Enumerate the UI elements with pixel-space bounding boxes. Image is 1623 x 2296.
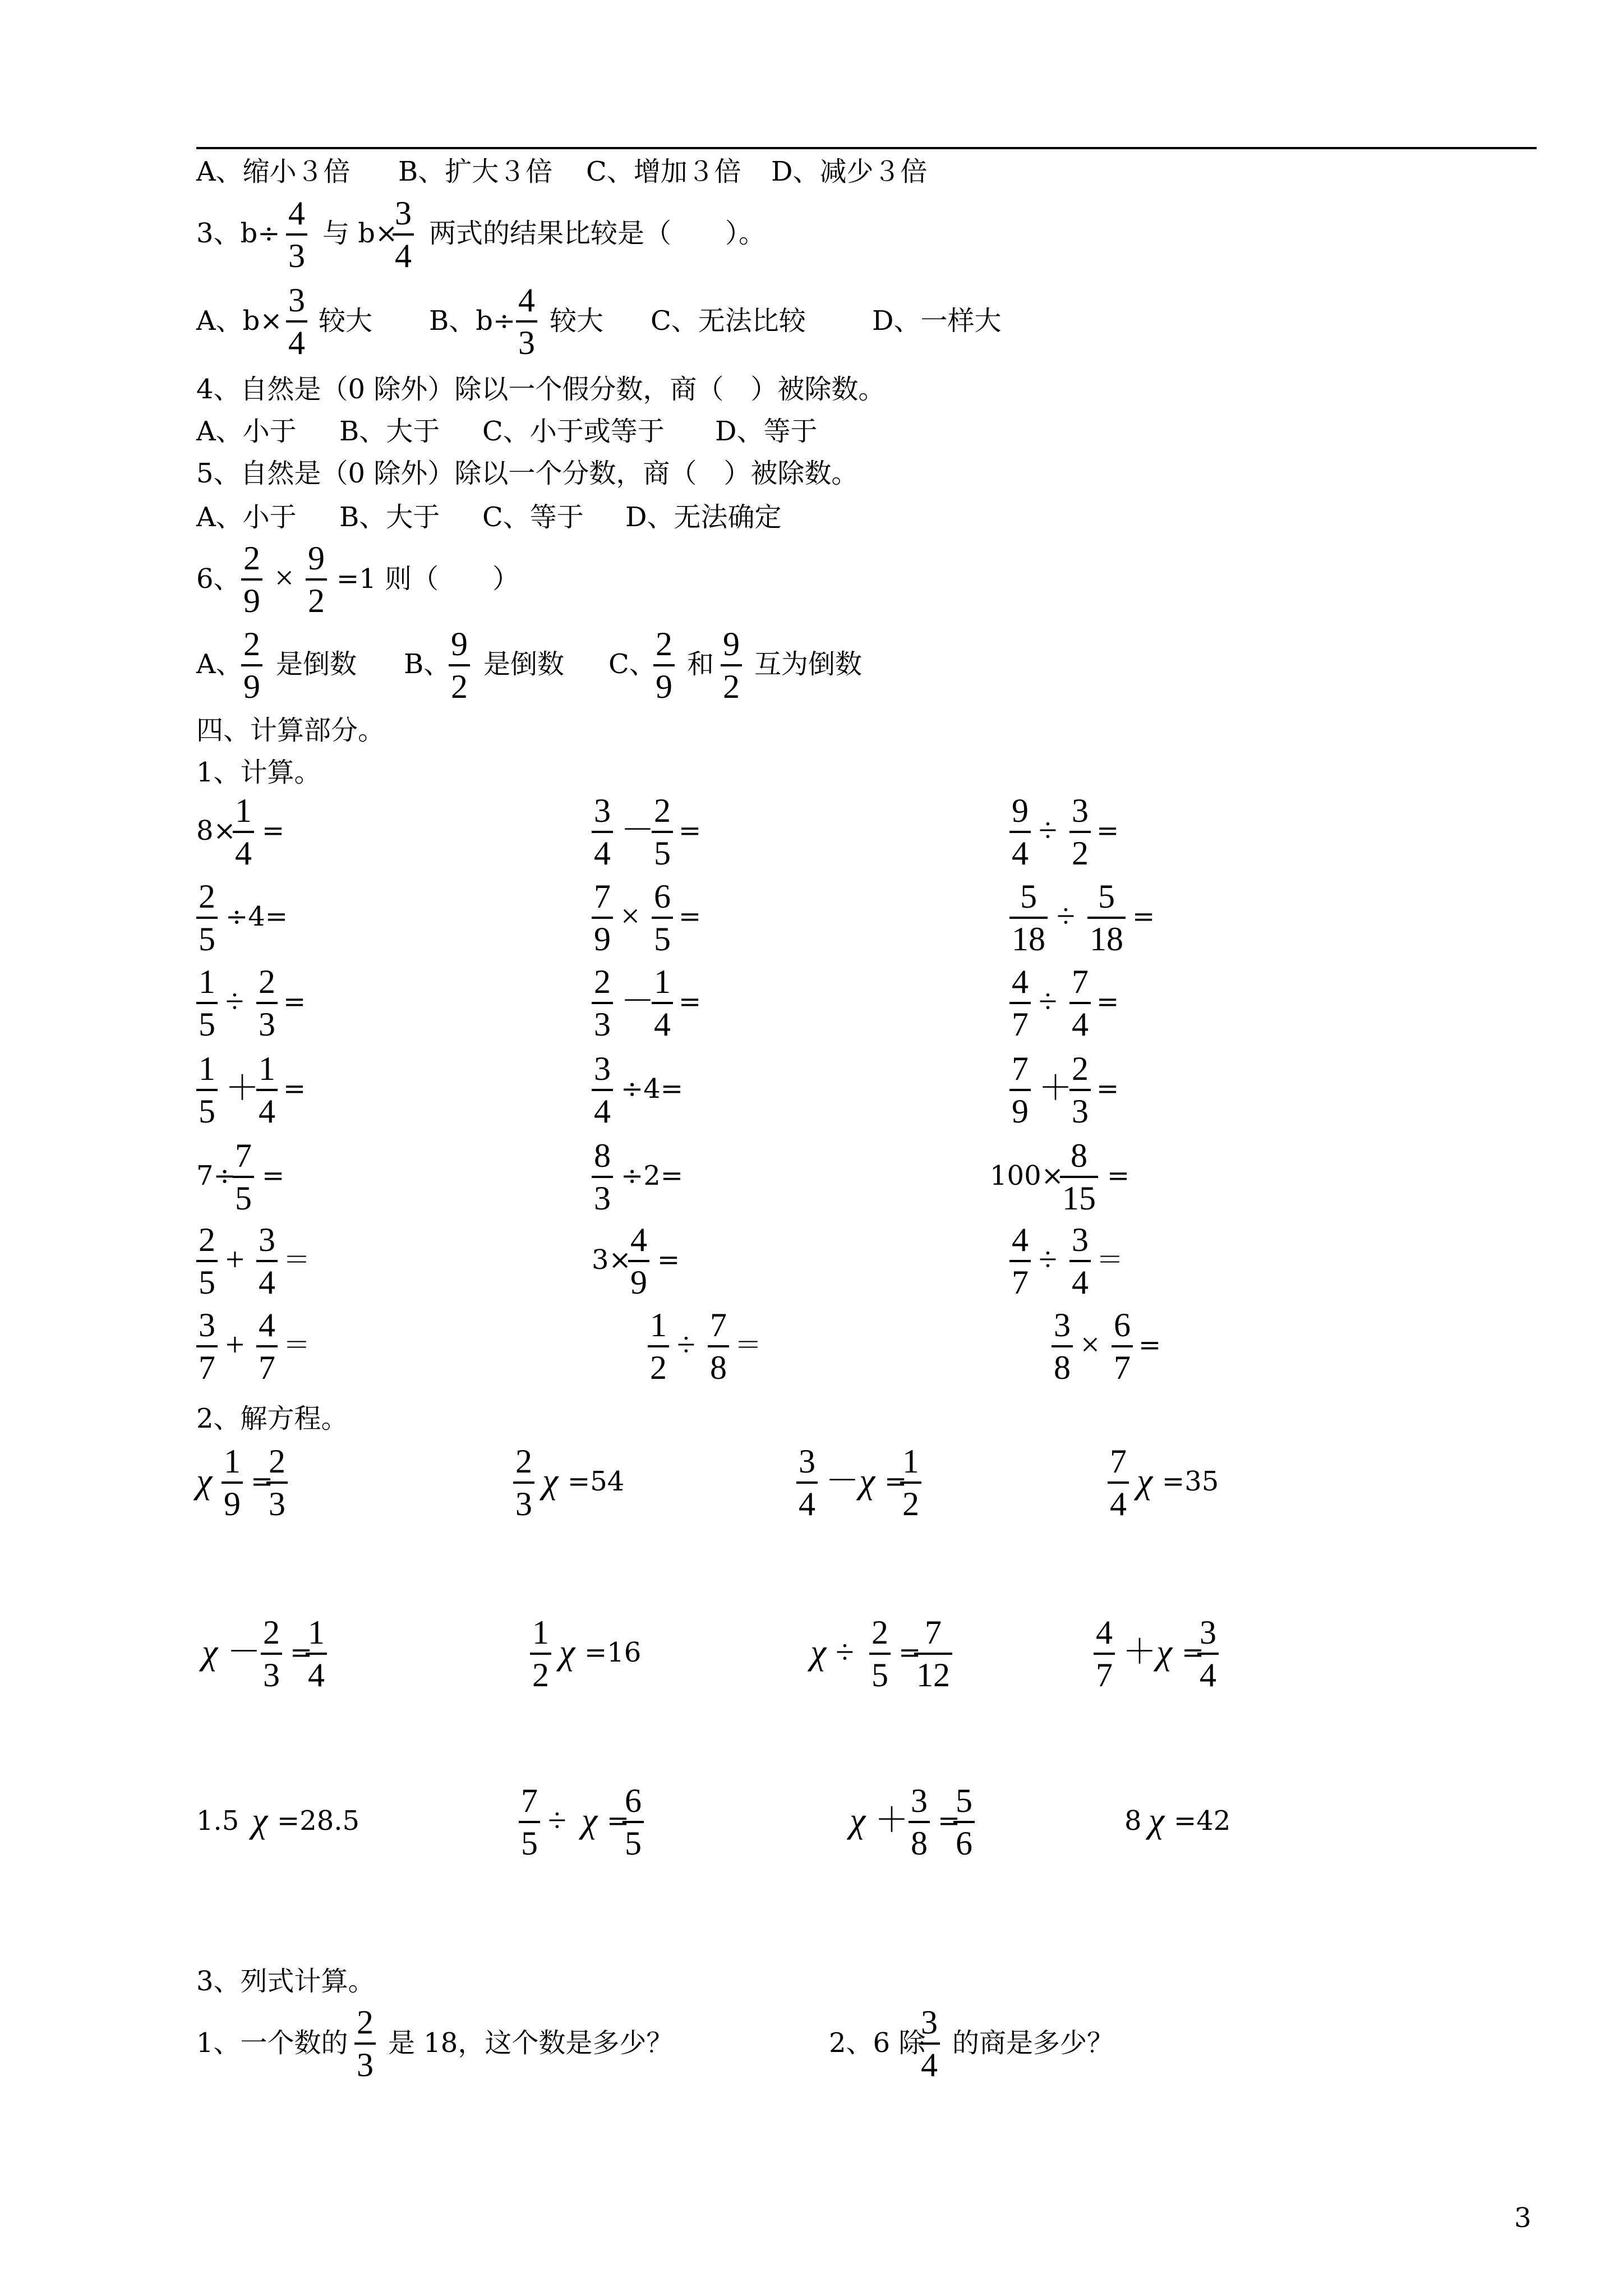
fraction: 4 7 xyxy=(256,1308,278,1384)
times-sign: × xyxy=(275,559,294,596)
q4-option-c: C、小于或等于 xyxy=(482,416,665,447)
calc-text: = xyxy=(1096,815,1119,846)
equation-text: =35 xyxy=(1162,1466,1219,1497)
fraction: 3 4 xyxy=(1069,1223,1091,1299)
calc-text: = xyxy=(679,815,702,846)
equation-text: =42 xyxy=(1174,1805,1231,1837)
fraction: 3 2 xyxy=(1069,794,1091,870)
equation-text: χ xyxy=(559,1632,575,1672)
fraction: 7 9 xyxy=(592,880,613,956)
q5-stem: 5、自然是（0 除外）除以一个分数，商（ ）被除数。 xyxy=(196,458,859,489)
fraction: 1 9 xyxy=(222,1444,243,1521)
fraction: 2 3 xyxy=(266,1444,288,1521)
fraction: 4 7 xyxy=(1094,1616,1115,1692)
fraction: 2 3 xyxy=(1069,1052,1091,1128)
calc-text: = xyxy=(657,1244,680,1276)
equation-text: 8 xyxy=(1124,1805,1142,1837)
q6-pre: 6、 xyxy=(196,563,241,595)
q3-post: 两式的结果比较是（ ）。 xyxy=(429,218,766,249)
equation-text: χ xyxy=(1156,1632,1173,1672)
word-problem-1-post: 是 18，这个数是多少？ xyxy=(388,2027,674,2059)
fraction: 1 5 xyxy=(196,965,218,1041)
fraction: 2 3 xyxy=(256,965,278,1041)
equation-text: =54 xyxy=(568,1466,625,1497)
equation-text: χ xyxy=(252,1800,268,1840)
calc-text: ＋ xyxy=(1039,1070,1072,1107)
calc-text: － xyxy=(621,983,654,1020)
fraction: 3 4 xyxy=(286,283,307,360)
fraction: 2 3 xyxy=(354,2005,376,2082)
equation-text: － xyxy=(826,1462,859,1499)
fraction: 2 9 xyxy=(241,541,262,618)
fraction: 9 2 xyxy=(449,627,470,703)
q2-option-d: D、减少３倍 xyxy=(771,156,928,187)
equation-text: ÷ xyxy=(836,1634,854,1671)
calc-text: ＝ xyxy=(283,1329,311,1361)
fraction: 1 4 xyxy=(256,1052,278,1128)
q6-post: =1 则（ ） xyxy=(336,563,520,595)
calc-text: 100× xyxy=(990,1160,1064,1191)
fraction: 9 4 xyxy=(1009,794,1031,870)
equation-text: χ xyxy=(542,1461,559,1501)
fraction: 1 4 xyxy=(652,965,673,1041)
fraction: 3 4 xyxy=(796,1444,818,1521)
word-problem-1-pre: 1、一个数的 xyxy=(196,2027,348,2059)
calc-text: × xyxy=(621,898,640,935)
equation-text: 1.5 xyxy=(196,1805,239,1837)
equation-text: χ xyxy=(1137,1461,1153,1501)
equation-text: = xyxy=(251,1466,274,1497)
equation-text: χ xyxy=(1149,1800,1165,1840)
q3-option-a: A、b× xyxy=(196,305,283,337)
q6-option-a-text: 是倒数 xyxy=(276,648,357,680)
calc-text: ÷ xyxy=(677,1326,695,1363)
calc-text: 8× xyxy=(196,815,236,846)
calc-text: = xyxy=(1096,986,1119,1018)
equation-text: χ xyxy=(850,1800,866,1840)
fraction: 3 8 xyxy=(909,1784,930,1860)
calc-text: = xyxy=(1138,1329,1161,1361)
calc-text: 7÷ xyxy=(196,1160,236,1191)
subsection-equations: 2、解方程。 xyxy=(196,1403,348,1434)
fraction: 4 3 xyxy=(516,283,537,360)
equation-text: =16 xyxy=(584,1637,642,1668)
q2-option-c: C、增加３倍 xyxy=(586,156,741,187)
equation-text: = xyxy=(607,1805,630,1837)
q5-option-d: D、无法确定 xyxy=(625,501,782,533)
q6-option-c-and: 和 xyxy=(687,648,714,680)
equation-text: χ xyxy=(859,1461,875,1501)
fraction: 5 18 xyxy=(1087,880,1126,956)
equation-text: χ xyxy=(202,1632,218,1672)
q3-option-d: D、一样大 xyxy=(872,305,1002,337)
fraction: 5 6 xyxy=(953,1784,975,1860)
fraction: 4 7 xyxy=(1009,965,1031,1041)
fraction: 2 5 xyxy=(652,794,673,870)
q5-option-b: B、大于 xyxy=(339,501,440,533)
header-rule xyxy=(196,147,1537,149)
q6-option-c-text: 互为倒数 xyxy=(754,648,863,680)
fraction: 3 4 xyxy=(256,1223,278,1299)
calc-text: － xyxy=(621,812,654,849)
fraction: 1 5 xyxy=(196,1052,218,1128)
fraction: 3 4 xyxy=(393,196,414,273)
equation-text: = xyxy=(290,1637,313,1668)
calc-text: ＝ xyxy=(283,1244,311,1276)
fraction: 7 12 xyxy=(914,1616,952,1692)
fraction: 6 5 xyxy=(652,880,673,956)
word-problem-2-pre: 2、6 除 xyxy=(829,2027,926,2059)
q2-option-a: A、缩小３倍 xyxy=(196,156,351,187)
equation-text: ＋ xyxy=(875,1802,909,1839)
fraction: 7 4 xyxy=(1108,1444,1129,1521)
fraction: 2 3 xyxy=(261,1616,282,1692)
calc-text: ÷ xyxy=(225,983,244,1020)
fraction: 3 8 xyxy=(1052,1308,1073,1384)
fraction: 8 3 xyxy=(592,1139,613,1215)
q4-stem: 4、自然是（0 除外）除以一个假分数，商（ ）被除数。 xyxy=(196,374,886,405)
fraction: 4 7 xyxy=(1009,1223,1031,1299)
calc-text: ÷ xyxy=(1039,983,1057,1020)
q3-option-b-text: 较大 xyxy=(550,305,604,337)
fraction: 3 7 xyxy=(196,1308,218,1384)
calc-text: ÷ xyxy=(1039,812,1057,849)
fraction: 2 5 xyxy=(196,1223,218,1299)
q3-option-c: C、无法比较 xyxy=(651,305,806,337)
q6-option-b-text: 是倒数 xyxy=(483,648,565,680)
calc-text: = xyxy=(283,1073,306,1105)
equation-text: χ xyxy=(582,1800,598,1840)
fraction: 7 8 xyxy=(708,1308,729,1384)
fraction: 2 9 xyxy=(653,627,675,703)
q6-option-a: A、 xyxy=(196,648,243,680)
fraction: 3 4 xyxy=(1197,1616,1219,1692)
calc-text: = xyxy=(679,901,702,932)
calc-text: ＝ xyxy=(1096,1244,1124,1276)
q6-option-b: B、 xyxy=(404,648,451,680)
fraction: 9 2 xyxy=(306,541,327,618)
calc-text: + xyxy=(225,1241,245,1278)
q3-option-a-text: 较大 xyxy=(319,305,373,337)
equation-text: = xyxy=(898,1637,921,1668)
q5-option-a: A、小于 xyxy=(196,501,297,533)
subsection-word-problems: 3、列式计算。 xyxy=(196,1966,375,1997)
fraction: 2 9 xyxy=(241,627,262,703)
equation-text: = xyxy=(938,1805,961,1837)
calc-text: = xyxy=(679,986,702,1018)
calc-text: = xyxy=(1107,1160,1130,1191)
equation-text: ÷ xyxy=(548,1802,566,1839)
fraction: 6 5 xyxy=(623,1784,644,1860)
calc-text: ÷ xyxy=(1057,898,1075,935)
q4-option-d: D、等于 xyxy=(715,416,818,447)
q3-option-b: B、b÷ xyxy=(429,305,516,337)
fraction: 1 2 xyxy=(648,1308,669,1384)
fraction: 1 4 xyxy=(306,1616,327,1692)
calc-text: ＝ xyxy=(735,1329,762,1361)
calc-text: + xyxy=(225,1326,245,1363)
fraction: 5 18 xyxy=(1009,880,1048,956)
fraction: 6 7 xyxy=(1112,1308,1133,1384)
fraction: 2 3 xyxy=(513,1444,534,1521)
equation-text: =28.5 xyxy=(277,1805,360,1837)
calc-text: ÷ xyxy=(1039,1241,1057,1278)
q6-option-c: C、 xyxy=(608,648,656,680)
q3-mid: 与 b× xyxy=(322,218,398,249)
calc-text: ÷2= xyxy=(621,1160,683,1191)
calc-text: = xyxy=(1096,1073,1119,1105)
calc-text: = xyxy=(262,815,285,846)
fraction: 9 2 xyxy=(721,627,742,703)
fraction: 7 4 xyxy=(1069,965,1091,1041)
equation-text: － xyxy=(227,1634,261,1671)
fraction: 4 9 xyxy=(628,1223,649,1299)
equation-text: = xyxy=(1182,1637,1205,1668)
calc-text: ÷4= xyxy=(225,901,288,932)
fraction: 2 5 xyxy=(869,1616,891,1692)
q4-option-b: B、大于 xyxy=(339,416,440,447)
equation-text: = xyxy=(884,1466,907,1497)
fraction: 2 5 xyxy=(196,880,218,956)
section-title: 四、计算部分。 xyxy=(196,715,385,746)
equation-text: χ xyxy=(196,1461,213,1501)
fraction: 7 5 xyxy=(233,1139,254,1215)
q2-option-b: B、扩大３倍 xyxy=(398,156,553,187)
fraction: 1 2 xyxy=(530,1616,551,1692)
fraction: 8 15 xyxy=(1060,1139,1098,1215)
fraction: 1 4 xyxy=(233,794,254,870)
calc-text: × xyxy=(1081,1326,1100,1363)
q5-option-c: C、等于 xyxy=(482,501,584,533)
fraction: 2 3 xyxy=(592,965,613,1041)
fraction: 3 4 xyxy=(592,1052,613,1128)
fraction: 3 4 xyxy=(592,794,613,870)
calc-text: = xyxy=(283,986,306,1018)
q4-option-a: A、小于 xyxy=(196,416,297,447)
subsection-calc: 1、计算。 xyxy=(196,757,321,788)
page-number: 3 xyxy=(1514,2202,1532,2234)
calc-text: = xyxy=(1132,901,1155,932)
calc-text: ÷4= xyxy=(621,1073,683,1105)
fraction: 4 3 xyxy=(286,196,307,273)
calc-text: 3× xyxy=(592,1244,631,1276)
word-problem-2-post: 的商是多少？ xyxy=(952,2027,1114,2059)
fraction: 7 5 xyxy=(519,1784,540,1860)
equation-text: χ xyxy=(810,1632,827,1672)
fraction: 1 2 xyxy=(900,1444,921,1521)
fraction: 3 4 xyxy=(919,2005,940,2082)
calc-text: ＋ xyxy=(225,1070,259,1107)
q3-pre: 3、b÷ xyxy=(196,218,280,249)
equation-text: ＋ xyxy=(1123,1634,1156,1671)
calc-text: = xyxy=(262,1160,285,1191)
fraction: 7 9 xyxy=(1009,1052,1031,1128)
